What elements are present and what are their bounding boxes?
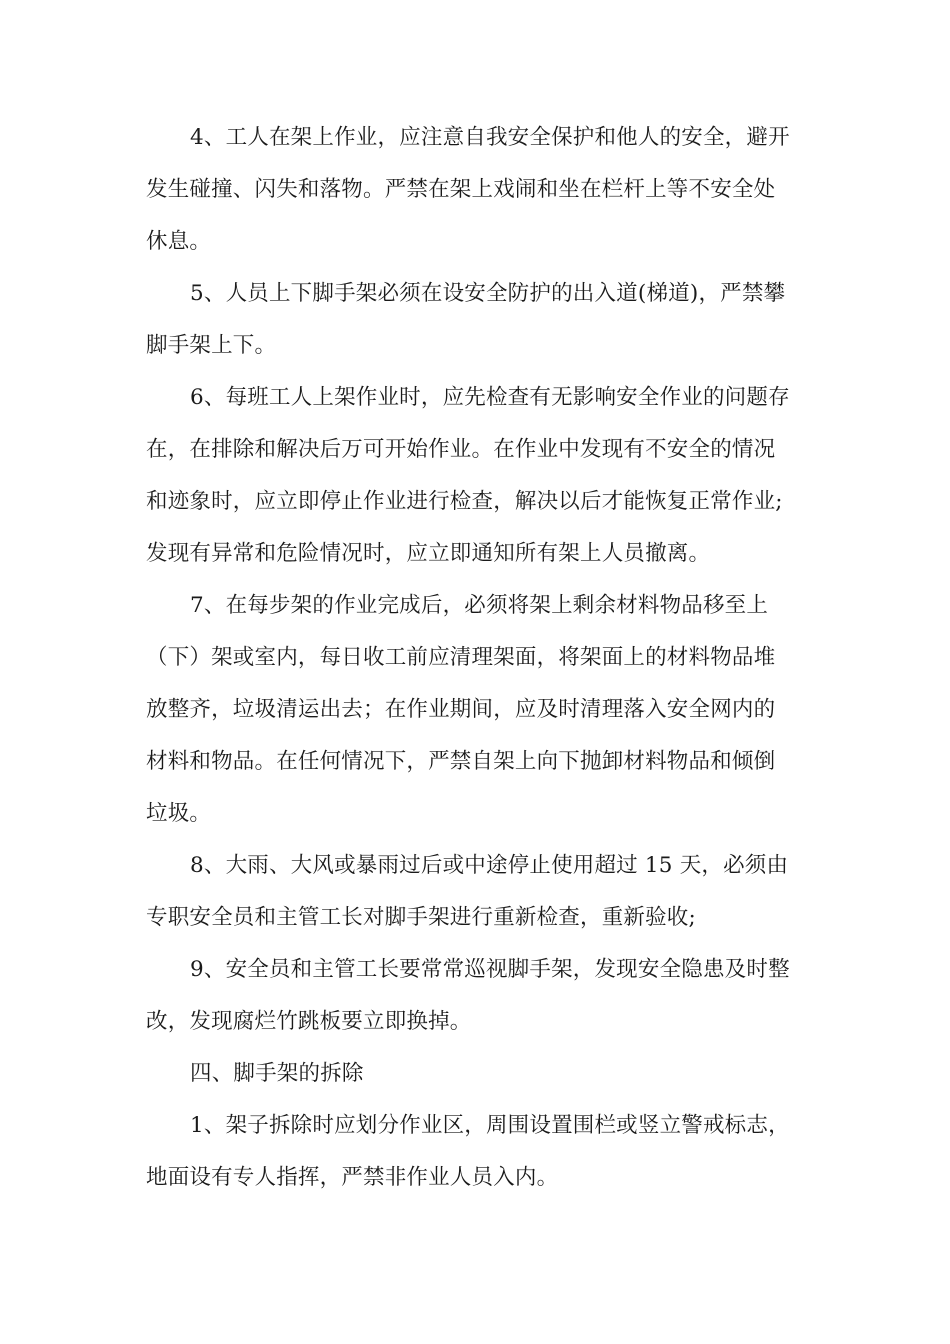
item-7-line-5: 垃圾。: [146, 801, 212, 826]
item-4-line-2: 发生碰撞、闪失和落物。严禁在架上戏闹和坐在栏杆上等不安全处: [146, 177, 776, 202]
item-8-line-1: 8、大雨、大风或暴雨过后或中途停止使用超过 15 天，必须由: [190, 853, 789, 878]
item-6-line-1: 6、每班工人上架作业时，应先检查有无影响安全作业的问题存: [190, 385, 790, 410]
item-8-line-2: 专职安全员和主管工长对脚手架进行重新检查，重新验收;: [146, 905, 696, 930]
item-7-line-1: 7、在每步架的作业完成后，必须将架上剩余材料物品移至上: [190, 593, 769, 618]
document-body: [146, 112, 810, 1204]
section-heading-scaffold-removal: 四、脚手架的拆除: [190, 1061, 364, 1086]
item-7-line-3: 放整齐，垃圾清运出去；在作业期间，应及时清理落入安全网内的: [146, 697, 776, 722]
removal-item-1-line-1: 1、架子拆除时应划分作业区，周围设置围栏或竖立警戒标志，: [190, 1113, 790, 1138]
item-6-line-2: 在，在排除和解决后万可开始作业。在作业中发现有不安全的情况: [146, 437, 776, 462]
item-7-line-2: （下）架或室内，每日收工前应清理架面，将架面上的材料物品堆: [146, 645, 776, 670]
item-9-line-2: 改，发现腐烂竹跳板要立即换掉。: [146, 1009, 472, 1034]
item-6-line-4: 发现有异常和危险情况时，应立即通知所有架上人员撤离。: [146, 541, 711, 566]
item-7-line-4: 材料和物品。在任何情况下，严禁自架上向下抛卸材料物品和倾倒: [146, 749, 776, 774]
item-5-line-2: 脚手架上下。: [146, 333, 277, 358]
item-5-line-1: 5、人员上下脚手架必须在设安全防护的出入道(梯道)，严禁攀: [190, 281, 786, 306]
item-9-line-1: 9、安全员和主管工长要常常巡视脚手架，发现安全隐患及时整: [190, 957, 790, 982]
item-4-line-1: 4、工人在架上作业，应注意自我安全保护和他人的安全，避开: [190, 125, 790, 150]
item-4-line-3: 休息。: [146, 229, 212, 254]
item-6-line-3: 和迹象时，应立即停止作业进行检查，解决以后才能恢复正常作业;: [146, 489, 783, 514]
removal-item-1-line-2: 地面设有专人指挥，严禁非作业人员入内。: [146, 1165, 559, 1190]
